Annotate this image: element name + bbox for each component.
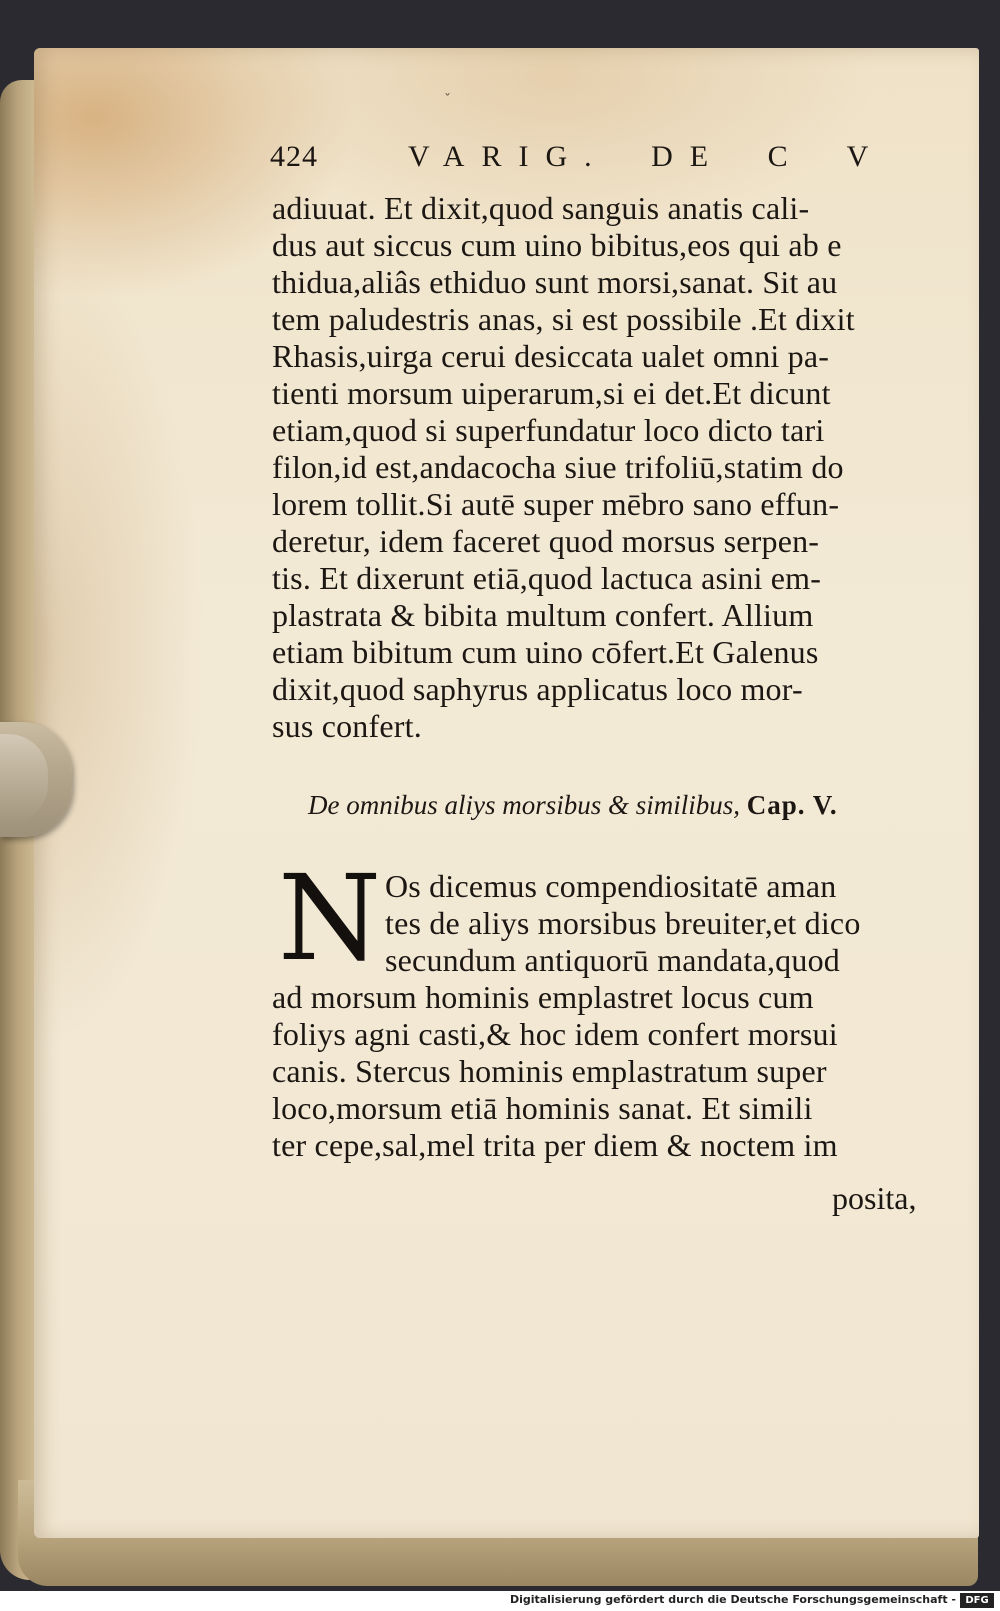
drop-cap-initial: N	[278, 849, 382, 987]
chapter-heading	[308, 790, 908, 821]
text-line: tem paludestris anas, si est possibile .Et dixit	[272, 301, 855, 337]
text-line: ad morsum hominis emplastret locus cum	[272, 979, 814, 1015]
running-head	[270, 140, 890, 180]
page-number: 424	[270, 140, 318, 173]
text-line: ter cepe,sal,mel trita per diem & noctem im	[272, 1127, 838, 1163]
footer-bar	[0, 1591, 1000, 1611]
text-line: Rhasis,uirga cerui desiccata ualet omni pa-	[272, 338, 830, 374]
text-line: adiuuat. Et dixit,quod sanguis anatis cali-	[272, 190, 810, 226]
text-line: loco,morsum etiā hominis sanat. Et simili	[272, 1090, 813, 1126]
text-line: dixit,quod saphyrus applicatus loco mor-	[272, 671, 803, 707]
text-line: secundum antiquorū mandata,quod	[385, 942, 840, 978]
text-line: canis. Stercus hominis emplastratum super	[272, 1053, 827, 1089]
text-line: etiam bibitum cum uino cōfert.Et Galenus	[272, 634, 819, 670]
text-line: tis. Et dixerunt etiā,quod lactuca asini em-	[272, 560, 822, 596]
funding-credit: Digitalisierung gefördert durch die Deutsche Forschungsgemeinschaft -	[509, 1593, 956, 1606]
text-line: filon,id est,andacocha siue trifoliū,statim do	[272, 449, 844, 485]
chapter-title: De omnibus aliys morsibus & similibus,	[308, 790, 741, 820]
text-line: sus confert.	[272, 708, 422, 744]
running-title: VARIG. DE C V	[408, 140, 886, 173]
dfg-logo: DFG	[960, 1593, 994, 1608]
ink-mark: ˇ	[444, 92, 451, 108]
text-line: tes de aliys morsibus breuiter,et dico	[385, 905, 861, 941]
text-line: etiam,quod si superfundatur loco dicto tari	[272, 412, 825, 448]
chapter-number: Cap. V.	[746, 790, 838, 820]
text-line: lorem tollit.Si autē super mēbro sano effun-	[272, 486, 840, 522]
text-line: Os dicemus compendiositatē aman	[385, 868, 837, 904]
text-line: dus aut siccus cum uino bibitus,eos qui ab e	[272, 227, 842, 263]
body-text	[272, 190, 922, 745]
text-line: deretur, idem faceret quod morsus serpen-	[272, 523, 820, 559]
text-line: plastrata & bibita multum confert. Allium	[272, 597, 814, 633]
text-line: foliys agni casti,& hoc idem confert morsui	[272, 1016, 838, 1052]
text-line: tienti morsum uiperarum,si ei det.Et dicunt	[272, 375, 831, 411]
catchword: posita,	[832, 1180, 917, 1216]
body-text-continued	[272, 979, 922, 1164]
drop-cap-lines	[385, 868, 925, 979]
text-line: thidua,aliâs ethiduo sunt morsi,sanat. Sit au	[272, 264, 838, 300]
